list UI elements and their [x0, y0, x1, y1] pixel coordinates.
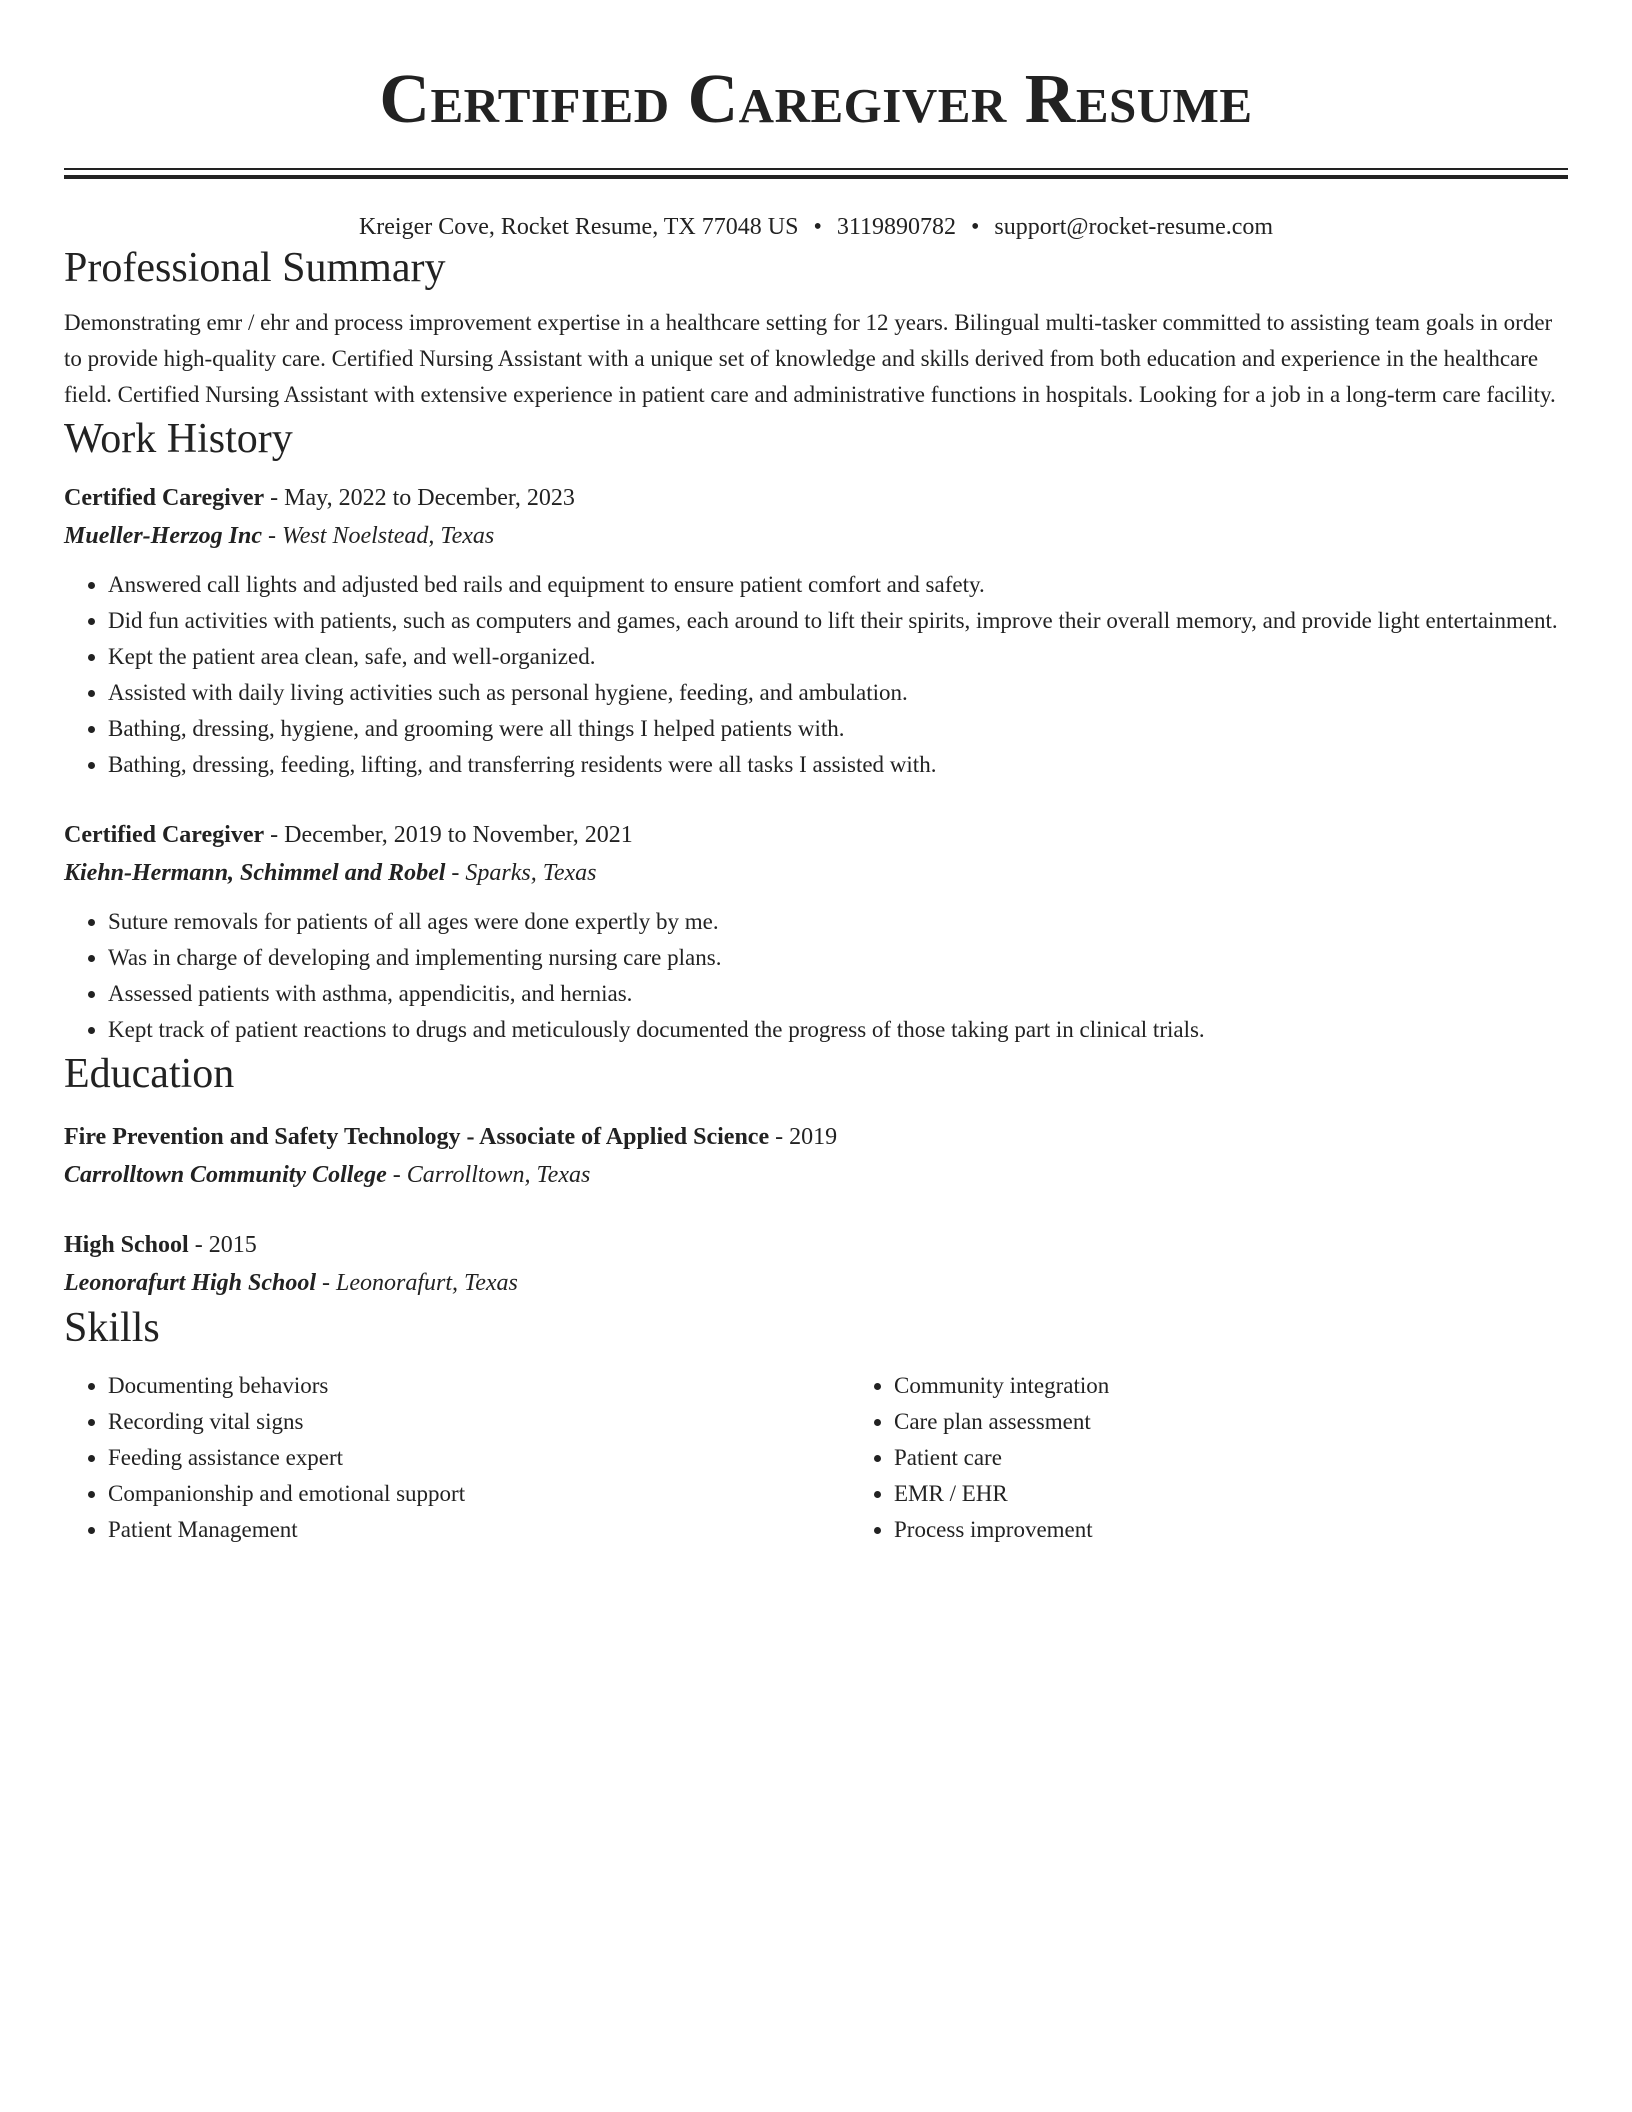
job-location: - Sparks, Texas [445, 860, 597, 886]
skill-item: • Care plan assessment [894, 1404, 1454, 1440]
education-header [64, 1226, 1568, 1264]
job-duty: • Assessed patients with asthma, appendicitis, and hernias. [108, 976, 1568, 1012]
work-history-heading: Work History [64, 416, 293, 462]
education-heading: Education [64, 1051, 235, 1097]
title-divider-thin [64, 168, 1568, 170]
education-location: - Leonorafurt, Texas [316, 1270, 518, 1296]
skill-item: • Documenting behaviors [108, 1368, 850, 1404]
education-header [64, 1118, 1568, 1156]
summary-text: Demonstrating emr / ehr and process improvement expertise in a healthcare setting for 12 years. Bilingual multi-tasker committed to assisting team goals in order to provide high-quality care. Certified Nursing Assistant with a unique set of knowledge and skills derived from both education and experience in the healthcare field. Certified Nursing Assistant with extensive experience in patient care and administrative functions in hospitals. Looking for a job in a long-term care facility. [64, 310, 1556, 407]
education-school: Carrolltown Community College [64, 1162, 387, 1188]
job-duty: • Bathing, dressing, hygiene, and grooming were all things I helped patients with. [108, 711, 1568, 747]
job-company: Mueller-Herzog Inc [64, 523, 262, 549]
job-duty: • Kept track of patient reactions to drugs and meticulously documented the progress of those taking part in clinical trials. [108, 1012, 1568, 1048]
education-year: - 2019 [769, 1124, 838, 1150]
job-dates: - December, 2019 to November, 2021 [264, 822, 633, 848]
skill-item: • Recording vital signs [108, 1404, 850, 1440]
skill-item: • Process improvement [894, 1512, 1454, 1548]
education-entry [64, 1118, 1568, 1194]
contact-separator: • [970, 214, 980, 240]
job-duties-list [64, 567, 1568, 783]
job-header [64, 816, 1568, 854]
skills-list-right [850, 1368, 1454, 1548]
skill-item: • EMR / EHR [894, 1476, 1454, 1512]
job-dates: - May, 2022 to December, 2023 [264, 485, 575, 511]
job-title: Certified Caregiver [64, 485, 265, 511]
job-company: Kiehn-Hermann, Schimmel and Robel [64, 860, 446, 886]
job-employer [64, 517, 1568, 555]
job-duties-list [64, 904, 1568, 1048]
contact-phone: 3119890782 [836, 214, 956, 240]
job-duty: • Was in charge of developing and implementing nursing care plans. [108, 940, 1568, 976]
skill-item: • Patient care [894, 1440, 1454, 1476]
job-title: Certified Caregiver [64, 822, 265, 848]
skill-item: • Feeding assistance expert [108, 1440, 850, 1476]
contact-line [64, 212, 1568, 242]
job-entry [64, 479, 1568, 783]
education-institution [64, 1156, 1568, 1194]
job-entry [64, 816, 1568, 1048]
education-entry [64, 1226, 1568, 1302]
education-degree: High School [64, 1232, 189, 1258]
skills-columns [64, 1368, 1568, 1548]
education-year: - 2015 [188, 1232, 257, 1258]
skill-item: • Community integration [894, 1368, 1454, 1404]
contact-email: support@rocket-resume.com [994, 214, 1274, 240]
job-duty: • Did fun activities with patients, such as computers and games, each around to lift their spirits, improve their overall memory, and provide light entertainment. [108, 603, 1568, 639]
resume-title: Certified Caregiver Resume [379, 61, 1253, 138]
job-duty: • Suture removals for patients of all ages were done expertly by me. [108, 904, 1568, 940]
skill-item: • Companionship and emotional support [108, 1476, 850, 1512]
education-school: Leonorafurt High School [64, 1270, 317, 1296]
skills-list-left [64, 1368, 850, 1548]
title-divider-thick [64, 175, 1568, 179]
job-duty: • Assisted with daily living activities such as personal hygiene, feeding, and ambulation. [108, 675, 1568, 711]
summary-heading: Professional Summary [64, 245, 446, 291]
job-employer [64, 854, 1568, 892]
job-duty: • Answered call lights and adjusted bed rails and equipment to ensure patient comfort and safety. [108, 567, 1568, 603]
contact-address: Kreiger Cove, Rocket Resume, TX 77048 US [358, 214, 799, 240]
job-header [64, 479, 1568, 517]
education-location: - Carrolltown, Texas [386, 1162, 591, 1188]
job-duty: • Kept the patient area clean, safe, and well-organized. [108, 639, 1568, 675]
skills-heading: Skills [64, 1305, 160, 1351]
education-institution [64, 1264, 1568, 1302]
job-duty: • Bathing, dressing, feeding, lifting, and transferring residents were all tasks I assisted with. [108, 747, 1568, 783]
job-location: - West Noelstead, Texas [262, 523, 495, 549]
contact-separator: • [813, 214, 822, 240]
skill-item: • Patient Management [108, 1512, 850, 1548]
education-degree: Fire Prevention and Safety Technology - Associate of Applied Science [64, 1124, 770, 1150]
